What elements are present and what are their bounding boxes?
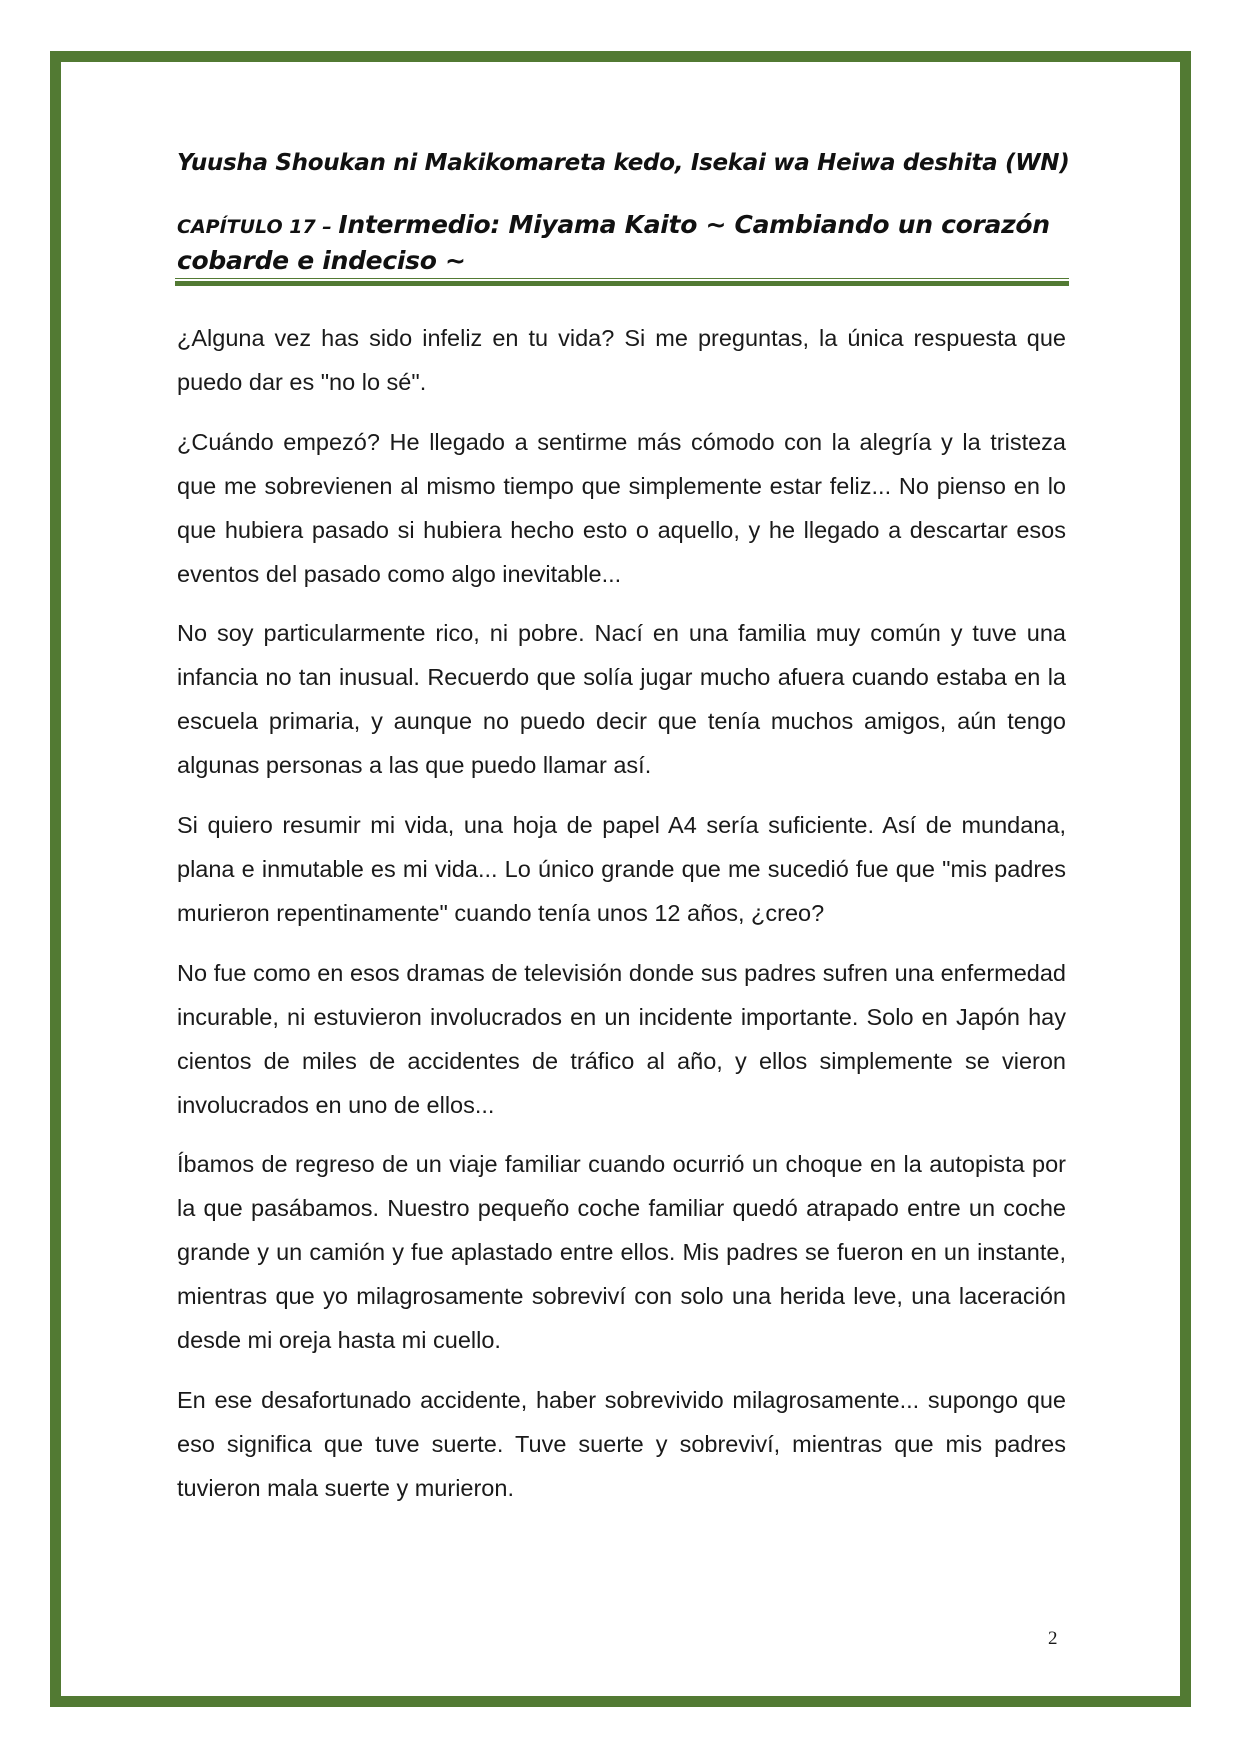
chapter-title bbox=[177, 208, 1067, 277]
paragraph: ¿Alguna vez has sido infeliz en tu vida? Si me preguntas, la única respuesta que puedo dar es "no lo sé". bbox=[177, 325, 1066, 395]
series-title: Yuusha Shoukan ni Makikomareta kedo, Isekai wa Heiwa deshita (WN) bbox=[177, 150, 1070, 176]
title-divider-thin bbox=[175, 278, 1069, 279]
paragraph: Íbamos de regreso de un viaje familiar cuando ocurrió un choque en la autopista por la que pasábamos. Nuestro pequeño coche familiar quedó atrapado entre un coche grande y un camión y fue aplastado entre ellos. Mis padres se fueron en un instante, mientras que yo milagrosamente sobreviví con solo una herida leve, una laceración desde mi oreja hasta mi cuello. bbox=[177, 1151, 1066, 1354]
title-divider-thick bbox=[175, 281, 1069, 286]
paragraph: Si quiero resumir mi vida, una hoja de papel A4 sería suficiente. Así de mundana, plana e inmutable es mi vida... Lo único grande que me sucedió fue que "mis padres murieron repentinamente" cuando tenía unos 12 años, ¿creo? bbox=[177, 812, 1066, 926]
paragraph: En ese desafortunado accidente, haber sobrevivido milagrosamente... supongo que eso significa que tuve suerte. Tuve suerte y sobreviví, mientras que mis padres tuvieron mala suerte y murieron. bbox=[177, 1386, 1066, 1501]
paragraph: No soy particularmente rico, ni pobre. Nací en una familia muy común y tuve una infancia no tan inusual. Recuerdo que solía jugar mucho afuera cuando estaba en la escuela primaria, y aunque no puedo decir que tenía muchos amigos, aún tengo algunas personas a las que puedo llamar así. bbox=[177, 620, 1066, 779]
chapter-title-text: Intermedio: Miyama Kaito ~ Cambiando un corazón cobarde e indeciso ~ bbox=[177, 210, 1050, 275]
paragraph: ¿Cuándo empezó? He llegado a sentirme más cómodo con la alegría y la tristeza que me sobrevienen al mismo tiempo que simplemente estar feliz... No pienso en lo que hubiera pasado si hubiera hecho esto o aquello, y he llegado a descartar esos eventos del pasado como algo inevitable... bbox=[177, 428, 1066, 587]
chapter-body bbox=[177, 317, 1066, 1527]
page-number: 2 bbox=[1048, 1628, 1058, 1649]
chapter-label: CAPÍTULO 17 – bbox=[177, 216, 339, 238]
paragraph: No fue como en esos dramas de televisión donde sus padres sufren una enfermedad incurable, ni estuvieron involucrados en un incidente importante. Solo en Japón hay cientos de miles de accidentes de tráfico al año, y ellos simplemente se vieron involucrados en uno de ellos... bbox=[177, 959, 1066, 1118]
